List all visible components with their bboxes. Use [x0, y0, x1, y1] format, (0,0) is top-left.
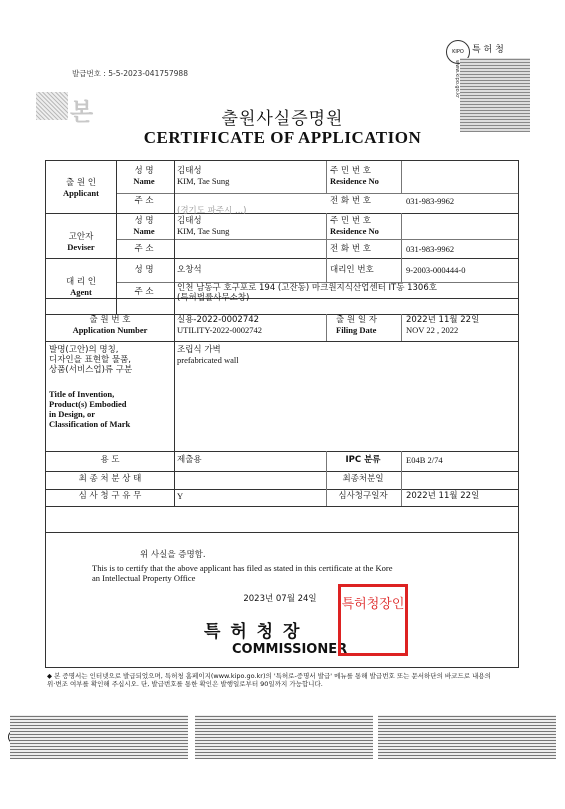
footer-notice: ◆ 본 증명서는 인터넷으로 발급되었으며, 특허청 홈페이지(www.kipo.go.kr)의 '특허로-증명서 발급' 메뉴를 통해 발급번호 또는 문서하단의 바코드로 내용의 위·변조 여부를 확인해 주십시오. 단, 발급번호를 통한 확인은 발행일로부터 90일까지 가능합니다.	[47, 672, 491, 688]
certify-korean: 위 사실을 증명함.	[140, 550, 206, 560]
deviser-phone-label: 전 화 번 호	[330, 244, 371, 254]
application-number-value: 실용-2022-0002742 UTILITY-2022-0002742	[177, 315, 262, 335]
agent-label: 대 리 인 Agent	[65, 277, 97, 297]
commissioner-english: COMMISSIONER	[232, 642, 348, 657]
ipc-label: IPC 분류	[345, 455, 381, 465]
bottom-barcode-3-icon	[378, 715, 556, 759]
ipc-value: E04B 2/74	[406, 455, 443, 465]
agent-address-label: 주 소	[134, 287, 154, 297]
applicant-phone-label: 전 화 번 호	[330, 196, 371, 206]
applicant-residence-label: 주 민 번 호 Residence No	[330, 166, 379, 186]
final-date-label: 최종처분일	[342, 474, 384, 484]
use-value: 제출용	[177, 455, 202, 465]
deviser-name-value: 김태성 KIM, Tae Sung	[177, 216, 230, 236]
commissioner-korean: 특 허 청 장	[204, 622, 302, 642]
exam-date-label: 심사청구일자	[338, 491, 388, 501]
agent-name-value: 오창석	[177, 265, 202, 275]
deviser-phone-value: 031-983-9962	[406, 244, 455, 254]
deviser-name-label: 성 명 Name	[133, 216, 155, 236]
deviser-label: 고안자 Deviser	[67, 232, 95, 252]
agent-name-label: 성 명	[134, 265, 154, 275]
kipo-logo-icon: KIPO	[446, 40, 470, 64]
applicant-address-label: 주 소	[134, 196, 154, 206]
agent-number-label: 대리인 번호	[330, 265, 374, 275]
certify-english: This is to certify that the above applicant has filed as stated in this certificate at the Kore an Intellectual Property Office	[92, 563, 393, 583]
final-status-label: 최 종 처 분 상 태	[78, 474, 142, 484]
watermark-bon: 본	[70, 98, 94, 126]
use-label: 용 도	[100, 455, 120, 465]
applicant-phone-value: 031-983-9962	[406, 196, 455, 206]
exam-label: 심 사 청 구 유 무	[78, 491, 142, 501]
exam-date-value: 2022년 11월 22일	[406, 491, 480, 501]
issue-date: 2023년 07월 24일	[243, 594, 317, 604]
applicant-name-value: 김태성 KIM, Tae Sung	[177, 166, 230, 186]
applicant-label: 출 원 인 Applicant	[63, 178, 99, 198]
applicant-name-label: 성 명 Name	[133, 166, 155, 186]
filing-date-value: 2022년 11월 22일 NOV 22 , 2022	[406, 315, 480, 335]
title-english: CERTIFICATE OF APPLICATION	[143, 128, 422, 147]
applicant-address-value: (경기도 파주시 ...)	[177, 206, 247, 216]
agent-number-value: 9-2003-000444-0	[406, 265, 466, 275]
exam-value: Y	[177, 491, 184, 501]
agent-address-value: 인천 남동구 호구포로 194 (고잔동) 마크원지식산업센터 IT동 1306호 (특허법률사무소창)	[177, 283, 437, 303]
bottom-barcode-2-icon	[195, 715, 373, 759]
office-logo-text: 특 허 청	[472, 45, 504, 55]
issue-number: 발급번호 : 5-5-2023-041757988	[72, 69, 188, 78]
bottom-barcode-1-icon	[10, 715, 188, 759]
invention-title-value: 조립식 가벽 prefabricated wall	[177, 345, 239, 365]
application-number-label: 출 원 번 호 Application Number	[72, 315, 148, 335]
deviser-address-label: 주 소	[134, 244, 154, 254]
official-seal-icon: 특허청장인	[338, 584, 408, 656]
side-code: www.kipo.go.kr	[454, 60, 460, 99]
title-korean: 출원사실증명원	[221, 109, 344, 129]
deviser-residence-label: 주 민 번 호 Residence No	[330, 216, 379, 236]
invention-title-label: 발명(고안)의 명칭, 디자인을 표현할 물품, 상품(서비스업)류 구분 Title of Invention, Product(s) Embodied in Design, or Classification of Mark	[49, 345, 133, 429]
filing-date-label: 출 원 일 자 Filing Date	[336, 315, 377, 335]
